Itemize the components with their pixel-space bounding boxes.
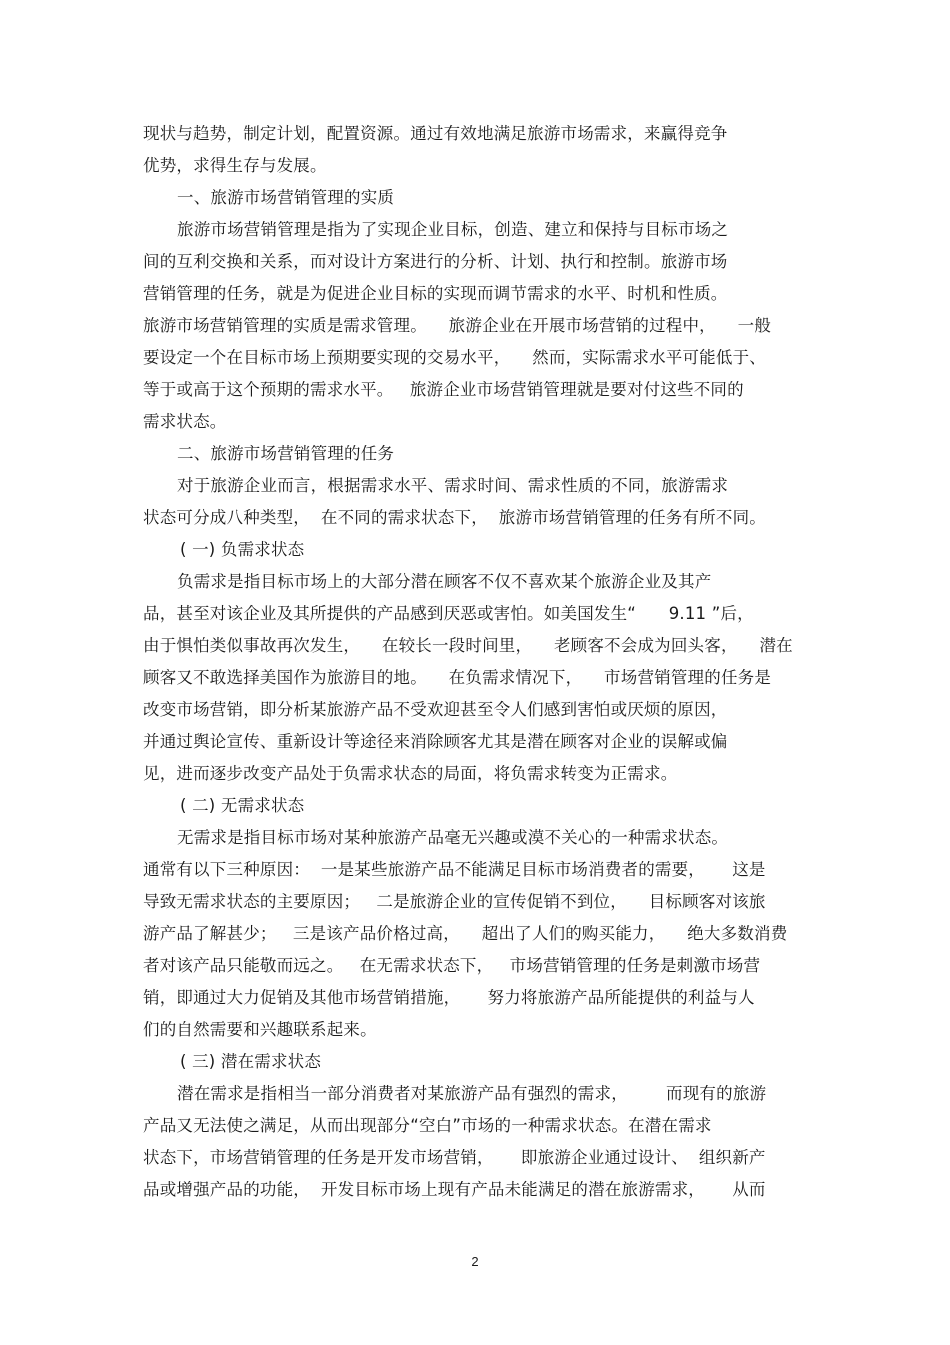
paragraph-line: 并通过舆论宣传、重新设计等途径来消除顾客尤其是潜在顾客对企业的误解或偏 (143, 732, 728, 751)
paragraph-line: 等于或高于这个预期的需求水平。 旅游企业市场营销管理就是要对付这些不同的 (143, 380, 744, 399)
subsection-heading-2: ( 二) 无需求状态 (180, 796, 305, 815)
paragraph-line: 销，即通过大力促销及其他市场营销措施， 努力将旅游产品所能提供的利益与人 (143, 988, 755, 1007)
paragraph-line: 对于旅游企业而言，根据需求水平、需求时间、需求性质的不同，旅游需求 (177, 476, 729, 495)
paragraph-line: 产品又无法使之满足，从而出现部分“空白”市场的一种需求状态。在潜在需求 (143, 1116, 712, 1135)
paragraph-line: 现状与趋势，制定计划，配置资源。通过有效地满足旅游市场需求，来赢得竞争 (143, 124, 728, 143)
paragraph-line: 游产品了解甚少； 三是该产品价格过高， 超出了人们的购买能力， 绝大多数消费 (143, 924, 788, 943)
section-heading-1: 一、旅游市场营销管理的实质 (177, 188, 395, 207)
paragraph-line: 顾客又不敢选择美国作为旅游目的地。 在负需求情况下， 市场营销管理的任务是 (143, 668, 772, 687)
paragraph-line: 改变市场营销，即分析某旅游产品不受欢迎甚至令人们感到害怕或厌烦的原因， (143, 700, 728, 719)
subsection-heading-3: ( 三) 潜在需求状态 (180, 1052, 322, 1071)
page-number: 2 (471, 1254, 479, 1269)
paragraph-line: 优势，求得生存与发展。 (143, 156, 327, 175)
paragraph-line: 由于惧怕类似事故再次发生， 在较长一段时间里， 老顾客不会成为回头客， 潜在 (143, 636, 793, 655)
paragraph-line: 潜在需求是指相当一部分消费者对某旅游产品有强烈的需求， 而现有的旅游 (177, 1084, 767, 1103)
paragraph-line: 通常有以下三种原因： 一是某些旅游产品不能满足目标市场消费者的需要， 这是 (143, 860, 766, 879)
paragraph-line: 要设定一个在目标市场上预期要实现的交易水平， 然而，实际需求水平可能低于、 (143, 348, 766, 367)
paragraph-line: 导致无需求状态的主要原因； 二是旅游企业的宣传促销不到位， 目标顾客对该旅 (143, 892, 766, 911)
paragraph-line: 需求状态。 (143, 412, 227, 431)
paragraph-line: 无需求是指目标市场对某种旅游产品毫无兴趣或漠不关心的一种需求状态。 (177, 828, 729, 847)
paragraph-line: 状态可分成八种类型， 在不同的需求状态下， 旅游市场营销管理的任务有所不同。 (143, 508, 766, 527)
paragraph-line: 状态下，市场营销管理的任务是开发市场营销， 即旅游企业通过设计、 组织新产 (143, 1148, 766, 1167)
paragraph-line: 旅游市场营销管理的实质是需求管理。 旅游企业在开展市场营销的过程中， 一般 (143, 316, 772, 335)
section-heading-2: 二、旅游市场营销管理的任务 (177, 444, 395, 463)
paragraph-line: 负需求是指目标市场上的大部分潜在顾客不仅不喜欢某个旅游企业及其产 (177, 572, 712, 591)
paragraph-line: 者对该产品只能敬而远之。 在无需求状态下， 市场营销管理的任务是刺激市场营 (143, 956, 761, 975)
paragraph-line: 们的自然需要和兴趣联系起来。 (143, 1020, 377, 1039)
paragraph-line: 旅游市场营销管理是指为了实现企业目标，创造、建立和保持与目标市场之 (177, 220, 729, 239)
paragraph-line: 品或增强产品的功能， 开发目标市场上现有产品未能满足的潜在旅游需求， 从而 (143, 1180, 766, 1199)
subsection-heading-1: ( 一) 负需求状态 (180, 540, 305, 559)
paragraph-line: 营销管理的任务，就是为促进企业目标的实现而调节需求的水平、时机和性质。 (143, 284, 728, 303)
paragraph-line: 间的互利交换和关系，而对设计方案进行的分析、计划、执行和控制。旅游市场 (143, 252, 728, 271)
paragraph-line: 品，甚至对该企业及其所提供的产品感到厌恶或害怕。如美国发生“ 9.11 ”后， (143, 604, 754, 623)
paragraph-line: 见，进而逐步改变产品处于负需求状态的局面，将负需求转变为正需求。 (143, 764, 678, 783)
